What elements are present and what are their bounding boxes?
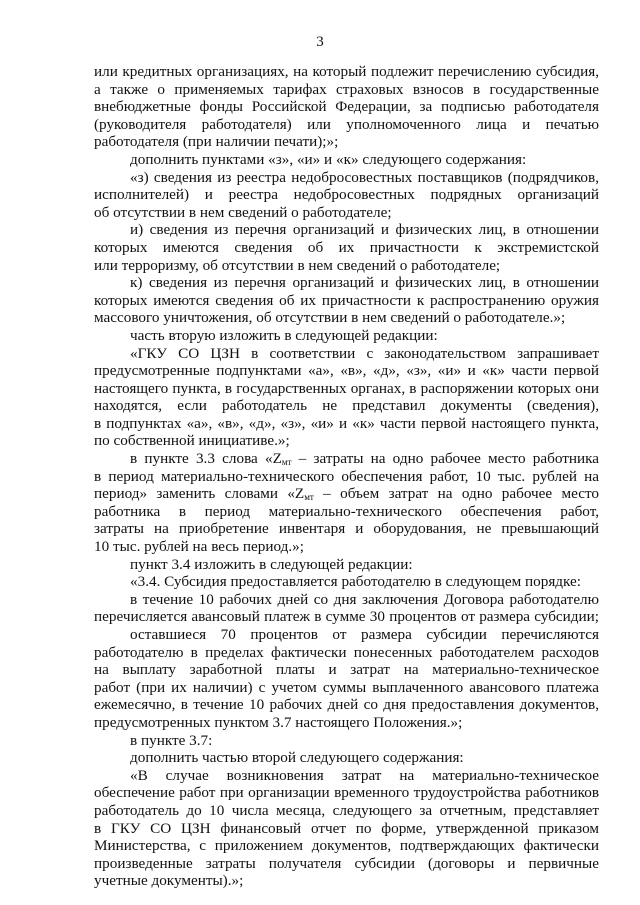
text-line-main: и) сведения из перечня организаций и физических лиц, в отношении <box>130 221 599 239</box>
text-line-main: массового уничтожения, об отсутствии в нем сведений о работодателе.»; <box>94 309 566 327</box>
text-line <box>94 292 599 310</box>
text-line <box>94 432 599 450</box>
text-line-main: ежемесячно, в течение 10 рабочих дней со дня предоставления документов, <box>94 696 599 714</box>
text-line-main: по собственной инициативе.»; <box>94 432 290 450</box>
text-line <box>94 221 599 239</box>
text-line <box>94 837 599 855</box>
text-line-main: на выплату заработной платы и затрат на материально-техническое <box>94 661 599 679</box>
text-line <box>94 239 599 257</box>
text-line-main: которых имеются сведения об их причастности к распространению оружия <box>94 291 599 309</box>
text-line-main: учетные документы).»; <box>94 872 244 890</box>
text-line <box>94 820 599 838</box>
text-line-main: в период материально-технического обеспечения работ, 10 тыс. рублей на <box>94 467 599 485</box>
text-line-main: часть вторую изложить в следующей редакции: <box>130 326 438 344</box>
text-line <box>94 608 599 626</box>
text-line <box>94 872 599 890</box>
text-line-main: об отсутствии в нем сведений о работодателе; <box>94 203 392 221</box>
text-line <box>94 538 599 556</box>
text-line <box>94 63 599 81</box>
text-line <box>94 380 599 398</box>
text-line <box>94 116 599 134</box>
text-line-main: пункт 3.4 изложить в следующей редакции: <box>130 555 413 573</box>
text-line <box>94 485 599 503</box>
text-line <box>94 133 599 151</box>
text-line-main: оставшиеся 70 процентов от размера субсидии перечисляются <box>130 626 599 643</box>
text-line <box>94 362 599 380</box>
text-line-main: 10 тыс. рублей на весь период.»; <box>94 538 304 556</box>
text-line <box>94 749 599 767</box>
document-body <box>94 63 599 890</box>
text-line <box>94 397 599 415</box>
text-line <box>94 98 599 116</box>
text-line-main: в пункте 3.7: <box>130 731 213 749</box>
text-line <box>94 345 599 363</box>
text-line <box>94 626 599 644</box>
text-line <box>94 679 599 697</box>
page-number: 3 <box>316 34 324 50</box>
text-line-main: обеспечение работ при организации временного трудоустройства работников <box>94 784 599 802</box>
text-line-main: исполнителей) и реестра недобросовестных подрядных организаций <box>94 186 599 204</box>
subscript: мт <box>281 457 292 468</box>
text-line-main: «ГКУ СО ЦЗН в соответствии с законодательством запрашивает <box>130 344 599 362</box>
text-line-main: которых имеются сведения об их причастности к экстремистской <box>94 238 599 256</box>
text-line-main: дополнить частью второй следующего содержания: <box>130 749 464 767</box>
text-line-main: «В случае возникновения затрат на материально-техническое <box>130 766 599 784</box>
text-line-main: перечисляется авансовый платеж в сумме 30 процентов от размера субсидии; <box>94 608 599 626</box>
text-line-main: в ГКУ СО ЦЗН финансовый отчет по форме, утвержденной приказом <box>94 819 599 837</box>
text-line <box>94 450 599 468</box>
text-line-continuation: – затраты на одно рабочее место работника <box>291 450 599 468</box>
text-line <box>94 855 599 873</box>
text-line <box>94 327 599 345</box>
text-line-main: работодателя (при наличии печати);»; <box>94 133 339 151</box>
text-line <box>94 274 599 292</box>
text-line-main: дополнить пунктами «з», «и» и «к» следующего содержания: <box>130 150 527 168</box>
text-line-main: работодателю в пределах фактически понесенных работодателем расходов <box>94 643 599 661</box>
text-line <box>94 204 599 222</box>
text-line <box>94 309 599 327</box>
text-line-main: настоящего пункта, в государственных органах, в распоряжении которых они <box>94 379 599 397</box>
text-line <box>94 81 599 99</box>
text-line <box>94 468 599 486</box>
text-line-main: затраты на приобретение инвентаря и оборудования, не превышающий <box>94 520 599 538</box>
text-line <box>94 556 599 574</box>
text-line <box>94 503 599 521</box>
text-line <box>94 644 599 662</box>
text-line <box>94 257 599 275</box>
text-line <box>94 591 599 609</box>
text-line <box>94 169 599 187</box>
text-line <box>94 661 599 679</box>
text-line-main: а также о применяемых тарифах страховых взносов в государственные <box>94 80 599 98</box>
text-line <box>94 151 599 169</box>
text-line-main: период» заменить словами «Z <box>94 485 305 503</box>
text-line-main: работ (при их наличии) с учетом суммы выплаченного авансового платежа <box>94 678 599 696</box>
text-line-continuation: – объем затрат на одно рабочее место <box>313 485 599 503</box>
text-line-main: «3.4. Субсидия предоставляется работодателю в следующем порядке: <box>130 573 581 591</box>
text-line <box>94 573 599 591</box>
text-line <box>94 802 599 820</box>
text-line-main: или терроризму, об отсутствии в нем сведений о работодателе; <box>94 256 501 274</box>
text-line-main: предусмотренные подпунктами «а», «в», «д», «з», «и» и «к» части первой <box>94 362 599 380</box>
text-line <box>94 696 599 714</box>
text-line-main: к) сведения из перечня организаций и физических лиц, в отношении <box>130 274 599 292</box>
text-line-main: в пункте 3.3 слова «Z <box>130 450 282 468</box>
text-line <box>94 714 599 732</box>
text-line-main: (руководителя работодателя) или уполномоченного лица и печатью <box>94 115 599 133</box>
text-line-main: «з) сведения из реестра недобросовестных поставщиков (подрядчиков, <box>130 168 599 186</box>
text-line-main: или кредитных организациях, на который подлежит перечислению субсидия, <box>94 63 599 80</box>
text-line <box>94 415 599 433</box>
text-line <box>94 732 599 750</box>
text-line-main: в подпунктах «а», «в», «д», «з», «и» и «к» части первой настоящего пункта, <box>94 414 599 432</box>
text-line <box>94 186 599 204</box>
text-line-main: Министерства, с приложением документов, подтверждающих фактически <box>94 837 599 855</box>
text-line <box>94 520 599 538</box>
text-line <box>94 767 599 785</box>
text-line-main: внебюджетные фонды Российской Федерации, за подписью работодателя <box>94 98 599 116</box>
text-line <box>94 784 599 802</box>
text-line-main: в течение 10 рабочих дней со дня заключения Договора работодателю <box>130 590 599 608</box>
text-line-main: работодатель до 10 числа месяца, следующего за отчетным, представляет <box>94 801 599 819</box>
text-line-main: предусмотренных пунктом 3.7 настоящего Положения.»; <box>94 713 463 731</box>
text-line-main: работника в период материально-технического обеспечения работ, <box>94 502 599 520</box>
subscript: мт <box>304 492 314 503</box>
text-line-main: находятся, если работодатель не представил документы (сведения), <box>94 397 599 415</box>
text-line-main: произведенные затраты получателя субсидии (договоры и первичные <box>94 854 599 872</box>
